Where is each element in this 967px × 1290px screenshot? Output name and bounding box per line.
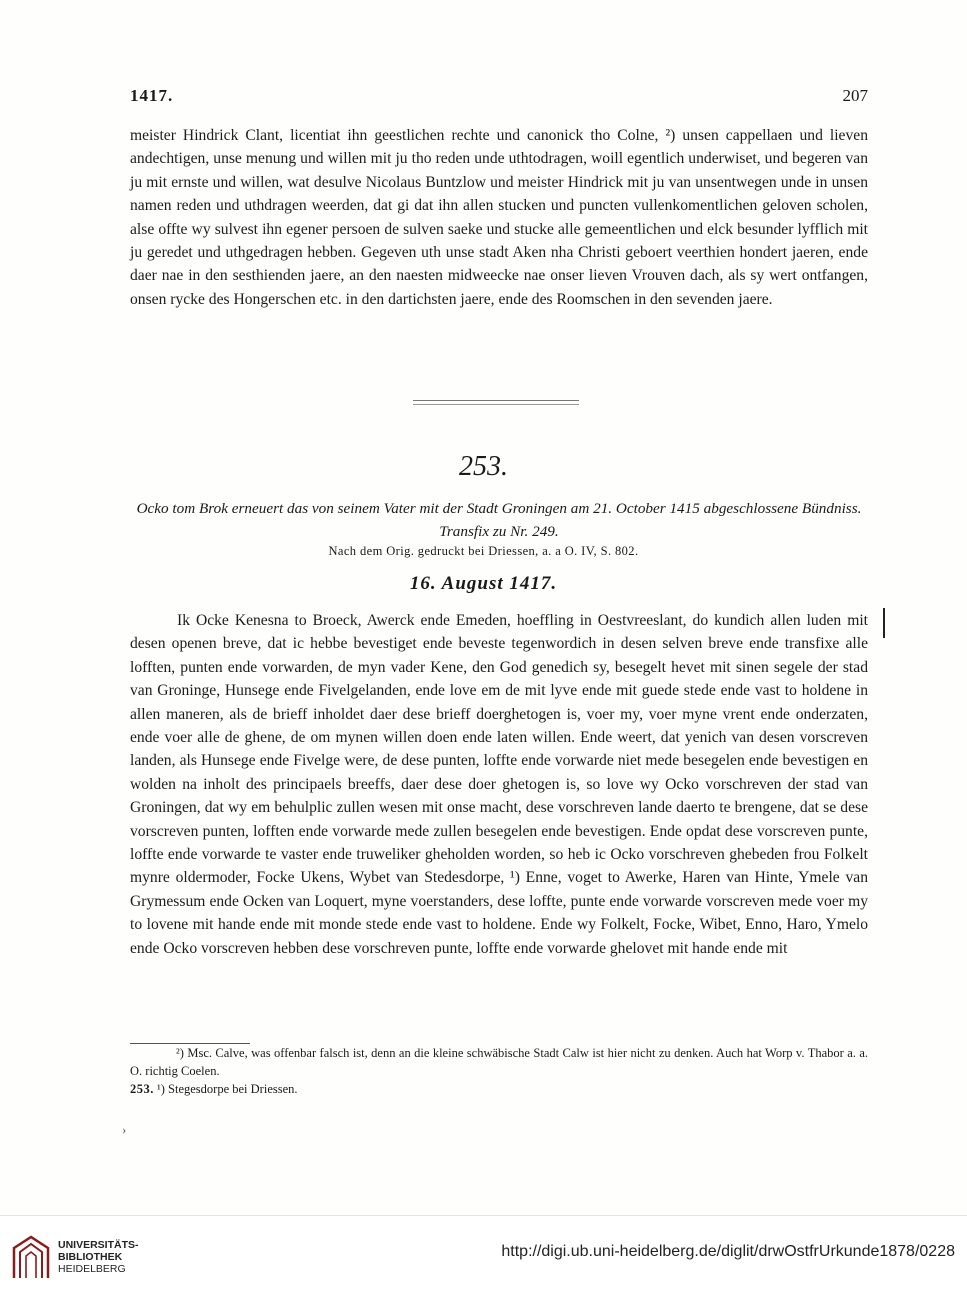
- institution-name: [58, 1239, 139, 1275]
- document-source: Nach dem Orig. gedruckt bei Driessen, a. a O. IV, S. 802.: [328, 544, 639, 558]
- footnote-2-label: 253.: [130, 1082, 154, 1096]
- running-head: [130, 86, 868, 108]
- institution-line-1: UNIVERSITÄTS-: [58, 1239, 139, 1251]
- footnote-2: [130, 1080, 868, 1098]
- footnote-1: ²) Msc. Calve, was offenbar falsch ist, denn an die kleine schwäbische Stadt Calw ist hier nicht zu denken. Auch hat Worp v. Thabor a. a. O. richtig Coelen.: [130, 1046, 868, 1078]
- margin-mark: [883, 608, 885, 638]
- viewer-footer: [0, 1215, 967, 1290]
- page-number: 207: [842, 86, 868, 105]
- stray-mark: ›: [122, 1122, 127, 1137]
- section-divider: [413, 400, 579, 405]
- permalink-url[interactable]: http://digi.ub.uni-heidelberg.de/diglit/drwOstfrUrkunde1878/0228: [501, 1243, 955, 1260]
- continuation-text: meister Hindrick Clant, licentiat ihn geestlichen rechte und canonick tho Colne, ²) unsen cappellaen und lieven andechtigen, unse menung und willen mit ju tho reden unde uthtodragen, woill egentlich underwiset, und begeren van ju mit ernste und willen, wat desulve Nicolaus Buntzlow und meister Hindrick mit ju van unsentwegen unde in unsen namen reden und uthdragen weerden, dat gi dat ihn allen stucken und puncten vullenkomentlichen geloven scholen, alse offte wy sulvest ihn egener persoen de sulven saeke und stucke alle gemeentlichen und elck besunder lyfflich mit ju geredet und uthgedragen hebben. Gegeven uth unse stadt Aken nha Christi geboert veerthien hondert jaeren, ende daer nae in den sesthienden jaere, an den naesten midweecke nae onser lieven Vrouven dach, als sy wert ontfangen, onsen rycke des Hongerschen etc. in den dartichsten jaere, ende des Roomschen in den sevenden jaere.: [130, 127, 868, 308]
- document-text: Ik Ocke Kenesna to Broeck, Awerck ende Emeden, hoeffling in Oestvreeslant, do kundich allen luden mit desen openen breve, dat ic hebbe bevestiget ende beveste tegenwordich in desen selven breve ende transfixe alle lofften, punten ende vorwarden, de myn vader Kene, den God genedich sy, besegelt hevet mit sinen segele der stad van Groninge, Hunsege ende Fivelgelanden, ende love em de mit lyve ende mit guede stede ende vast to holdene in allen maneren, als de brieff inholdet daer dese brieff doerghetogen is, voer my, voer myne vrent ende onderzaten, ende voer alle de ghene, de om mynen willen doen ende laten willen. Ende weert, dat yenich van desen vorscreven landen, als Hunsege ende Fivelge were, de dese punten, loffte ende vorwarde niet mede besegelen ende bevestigen en wolden na inholt des principaels breeffs, daer dese doer ghetogen is, so love wy Ocko vorschreven der stad van Groningen, dat wy em behulplic zullen wesen mit onse macht, dese vorschreven lande daerto te brengene, dat se dese vorscreven punten, lofften ende vorwarde mede zullen besegelen ende bevestigen. Ende opdat dese vorscreven punte, loffte ende vorwarde te vaster ende truweliker gheholden worden, so heb ic Ocko vorschreven ghebeden frou Folkelt mynre oldermoder, Focke Ukens, Wybet van Stedesdorpe, ¹) Enne, voget to Awerke, Haren van Hinte, Ymele van Grymessum ende Ocken van Loquert, myne voerstanders, dese loffte, punte ende vorwarde vorscreven mede voer my to lovene mit hande ende mit monde stede ende vast to holdene. Ende wy Folkelt, Focke, Wibet, Enno, Haro, Ymelo ende Ocko vorscreven hebben dese vorschreven punte, loffte ende vorwarde ghelovet mit hande ende mit: [130, 612, 868, 957]
- footnotes: [130, 1044, 868, 1098]
- document-number: 253.: [459, 451, 508, 482]
- institution-line-2: BIBLIOTHEK: [58, 1251, 123, 1263]
- running-head-year: 1417.: [130, 86, 174, 105]
- university-library-logo-icon: [10, 1234, 52, 1280]
- institution-line-3: HEIDELBERG: [58, 1263, 126, 1275]
- document-date: 16. August 1417.: [409, 573, 558, 594]
- footnote-2-text: ¹) Stegesdorpe bei Driessen.: [153, 1082, 298, 1096]
- document-summary: Ocko tom Brok erneuert das von seinem Vater mit der Stadt Groningen am 21. October 1415 abgeschlossene Bündniss. Transfix zu Nr. 249.: [136, 500, 862, 540]
